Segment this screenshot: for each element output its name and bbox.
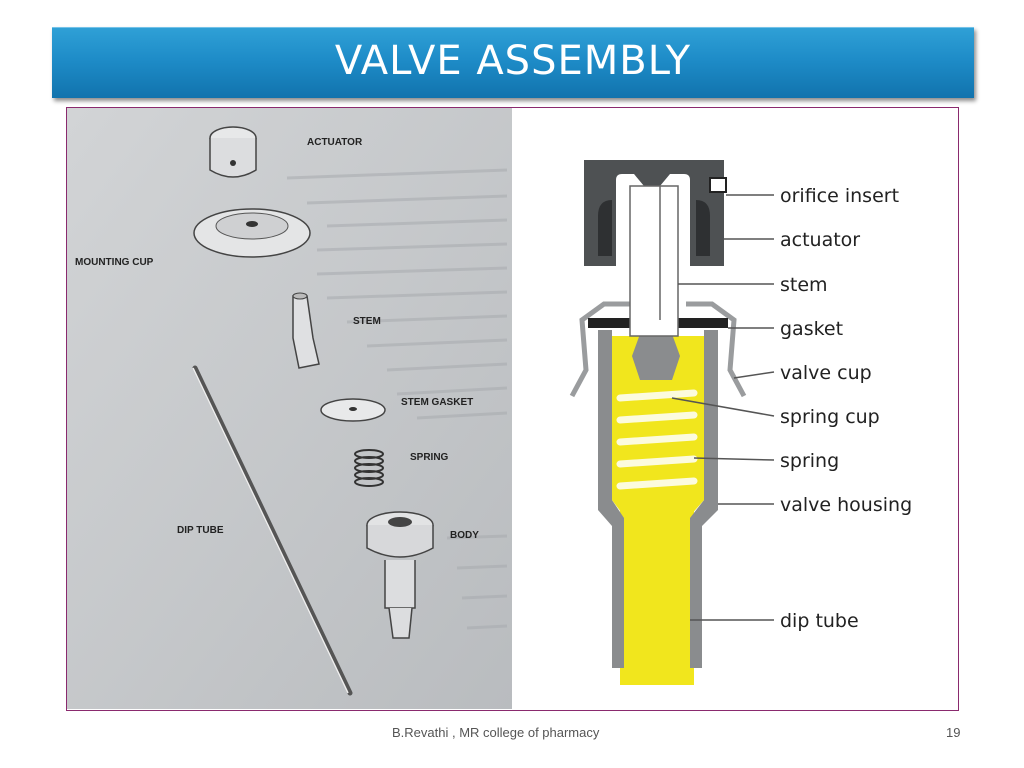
stem-shape bbox=[630, 186, 678, 336]
photo-label-actuator: ACTUATOR bbox=[307, 137, 363, 148]
dip-tube-fill bbox=[620, 500, 694, 685]
photo-label-mounting-cup: MOUNTING CUP bbox=[75, 257, 154, 268]
orifice-insert-shape bbox=[710, 178, 726, 192]
diagram-label-valve-cup: valve cup bbox=[780, 362, 872, 384]
actuator-part bbox=[210, 127, 256, 177]
title-bar bbox=[52, 27, 974, 98]
diagram-label-dip-tube: dip tube bbox=[780, 610, 859, 632]
diagram-label-actuator: actuator bbox=[780, 229, 861, 251]
diagram-svg bbox=[512, 108, 956, 709]
photo-svg bbox=[67, 108, 512, 709]
diagram-label-orifice-insert: orifice insert bbox=[780, 185, 900, 207]
spring-cup-shape bbox=[632, 334, 680, 380]
mounting-cup-part bbox=[194, 209, 310, 257]
exploded-parts-photo bbox=[67, 108, 512, 709]
slide-title: VALVE ASSEMBLY bbox=[334, 38, 692, 84]
photo-label-stem-gasket: STEM GASKET bbox=[401, 397, 474, 408]
diagram-label-gasket: gasket bbox=[780, 318, 844, 340]
diagram-label-stem: stem bbox=[780, 274, 828, 296]
actuator-right-cavity bbox=[696, 200, 710, 256]
valve-cross-section-diagram bbox=[512, 108, 956, 709]
stem-gasket-part bbox=[321, 399, 385, 421]
diagram-label-spring: spring bbox=[780, 450, 840, 472]
photo-label-body: BODY bbox=[450, 530, 479, 541]
actuator-left-cavity bbox=[598, 200, 612, 256]
diagram-label-spring-cup: spring cup bbox=[780, 406, 880, 428]
photo-label-dip-tube: DIP TUBE bbox=[177, 525, 224, 536]
page-number: 19 bbox=[946, 725, 961, 740]
photo-label-spring: SPRING bbox=[410, 452, 449, 463]
photo-label-stem: STEM bbox=[353, 316, 381, 327]
diagram-label-valve-housing: valve housing bbox=[780, 494, 913, 516]
footer-author: B.Revathi , MR college of pharmacy bbox=[392, 725, 600, 740]
